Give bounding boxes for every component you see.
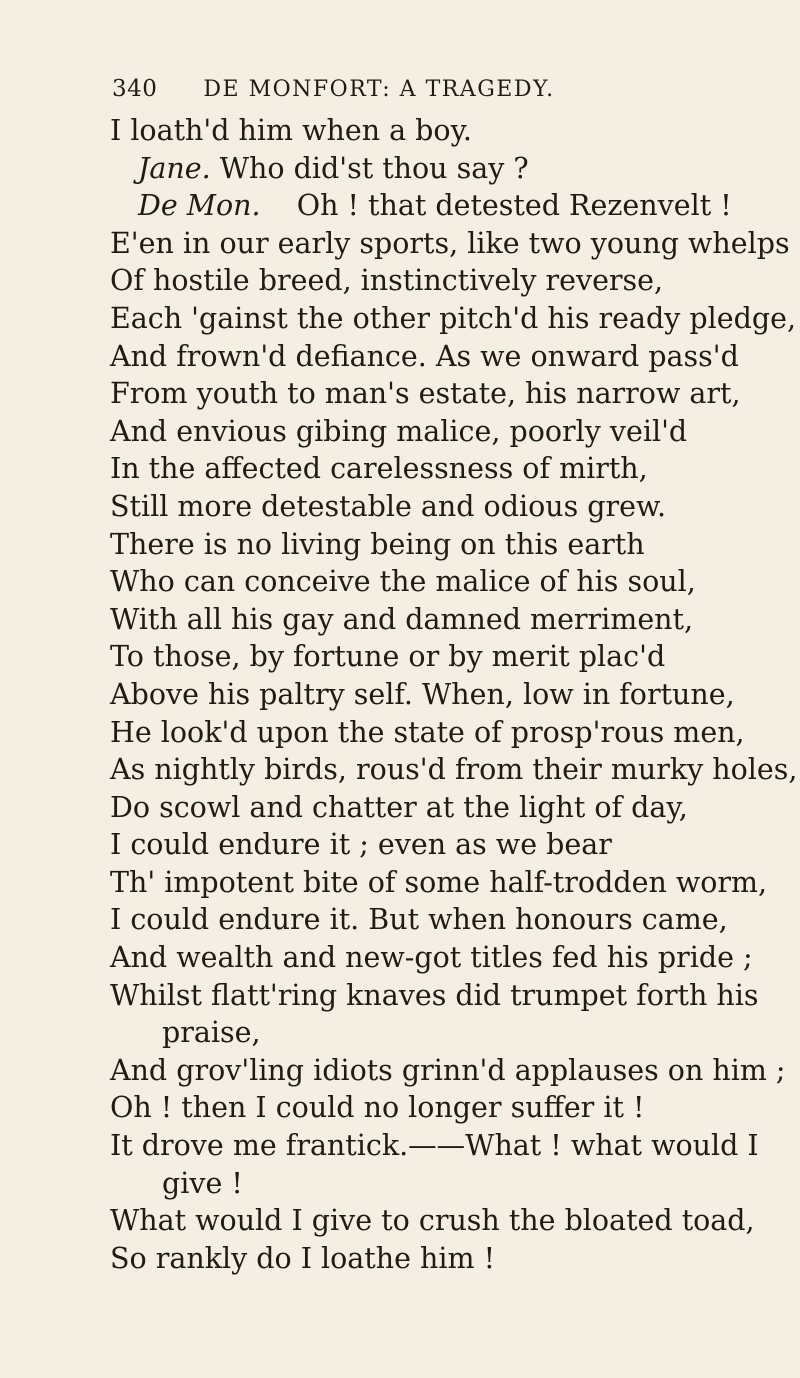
line-text: And grov'ling idiots grinn'd applauses on him ; [110,1053,786,1087]
verse-line [110,1127,759,1165]
verse-line [110,826,750,864]
verse-line [110,1014,750,1052]
verse-line [110,1240,750,1278]
verse-line [110,526,750,564]
verse-line [110,977,759,1015]
verse-line [110,939,753,977]
verse-line [110,262,750,300]
verse-line [110,338,750,376]
line-text: I loath'd him when a boy. [110,114,472,147]
verse-line [110,864,768,902]
verse-line [110,300,797,338]
verse-line [110,112,750,150]
page-header [112,76,632,102]
verse-line [110,225,790,263]
verse-line [110,1052,786,1090]
line-text: I could endure it. But when honours came, [110,903,728,937]
verse-line [110,563,750,601]
verse-line [110,789,750,827]
line-text: And wealth and new-got titles fed his pride ; [110,941,753,975]
line-text: give ! [162,1166,243,1200]
page-number: 340 [112,76,158,102]
verse-line [110,150,750,188]
line-text: Do scowl and chatter at the light of day, [110,790,688,824]
verse-line [110,751,798,789]
line-text: Oh ! that detested Rezenvelt ! [260,189,732,223]
line-text: He look'd upon the state of prosp'rous men, [110,715,745,749]
speaker-name: De Mon. [138,189,261,223]
line-text: In the affected carelessness of mirth, [110,452,648,486]
line-text: With all his gay and damned merriment, [110,602,694,636]
line-text: Above his paltry self. When, low in fortune, [110,677,735,711]
line-text: What would I give to crush the bloated toad, [110,1204,755,1238]
line-text: Of hostile breed, instinctively reverse, [110,264,664,298]
line-text: praise, [162,1016,261,1050]
verse-line [110,488,750,526]
verse-line [110,676,750,714]
line-text: So rankly do I loathe him ! [110,1241,496,1275]
line-text: Oh ! then I could no longer suffer it ! [110,1091,645,1125]
verse-line [110,1089,750,1127]
line-text: And envious gibing malice, poorly veil'd [110,414,688,448]
verse-line [110,714,750,752]
verse-line [110,901,750,939]
speaker-name: Jane. [138,151,211,185]
line-text: Each 'gainst the other pitch'd his ready pledge, [110,301,797,335]
line-text: Who can conceive the malice of his soul, [110,565,696,599]
running-title: DE MONFORT: A TRAGEDY. [203,77,555,102]
line-text: As nightly birds, rous'd from their murky holes, [110,753,798,787]
verse-line [110,638,750,676]
verse-line [110,450,750,488]
verse-text [110,112,798,1277]
line-text: I could endure it ; even as we bear [110,828,612,862]
line-text: To those, by fortune or by merit plac'd [110,640,666,674]
line-text: And frown'd defiance. As we onward pass'd [110,339,739,373]
line-text: Whilst flatt'ring knaves did trumpet forth his [110,978,759,1012]
verse-line [110,601,750,639]
line-text: Th' impotent bite of some half-trodden worm, [110,865,768,899]
line-text: There is no living being on this earth [110,527,645,561]
line-text: Still more detestable and odious grew. [110,489,667,523]
verse-line [110,187,750,225]
line-text: E'en in our early sports, like two young whelps [110,226,790,260]
verse-line [110,375,750,413]
line-text: From youth to man's estate, his narrow art, [110,377,741,411]
verse-line [110,1165,750,1203]
line-text: It drove me frantick.——What ! what would I [110,1129,759,1163]
line-text: Who did'st thou say ? [210,151,529,185]
verse-line [110,413,750,451]
verse-line [110,1202,755,1240]
